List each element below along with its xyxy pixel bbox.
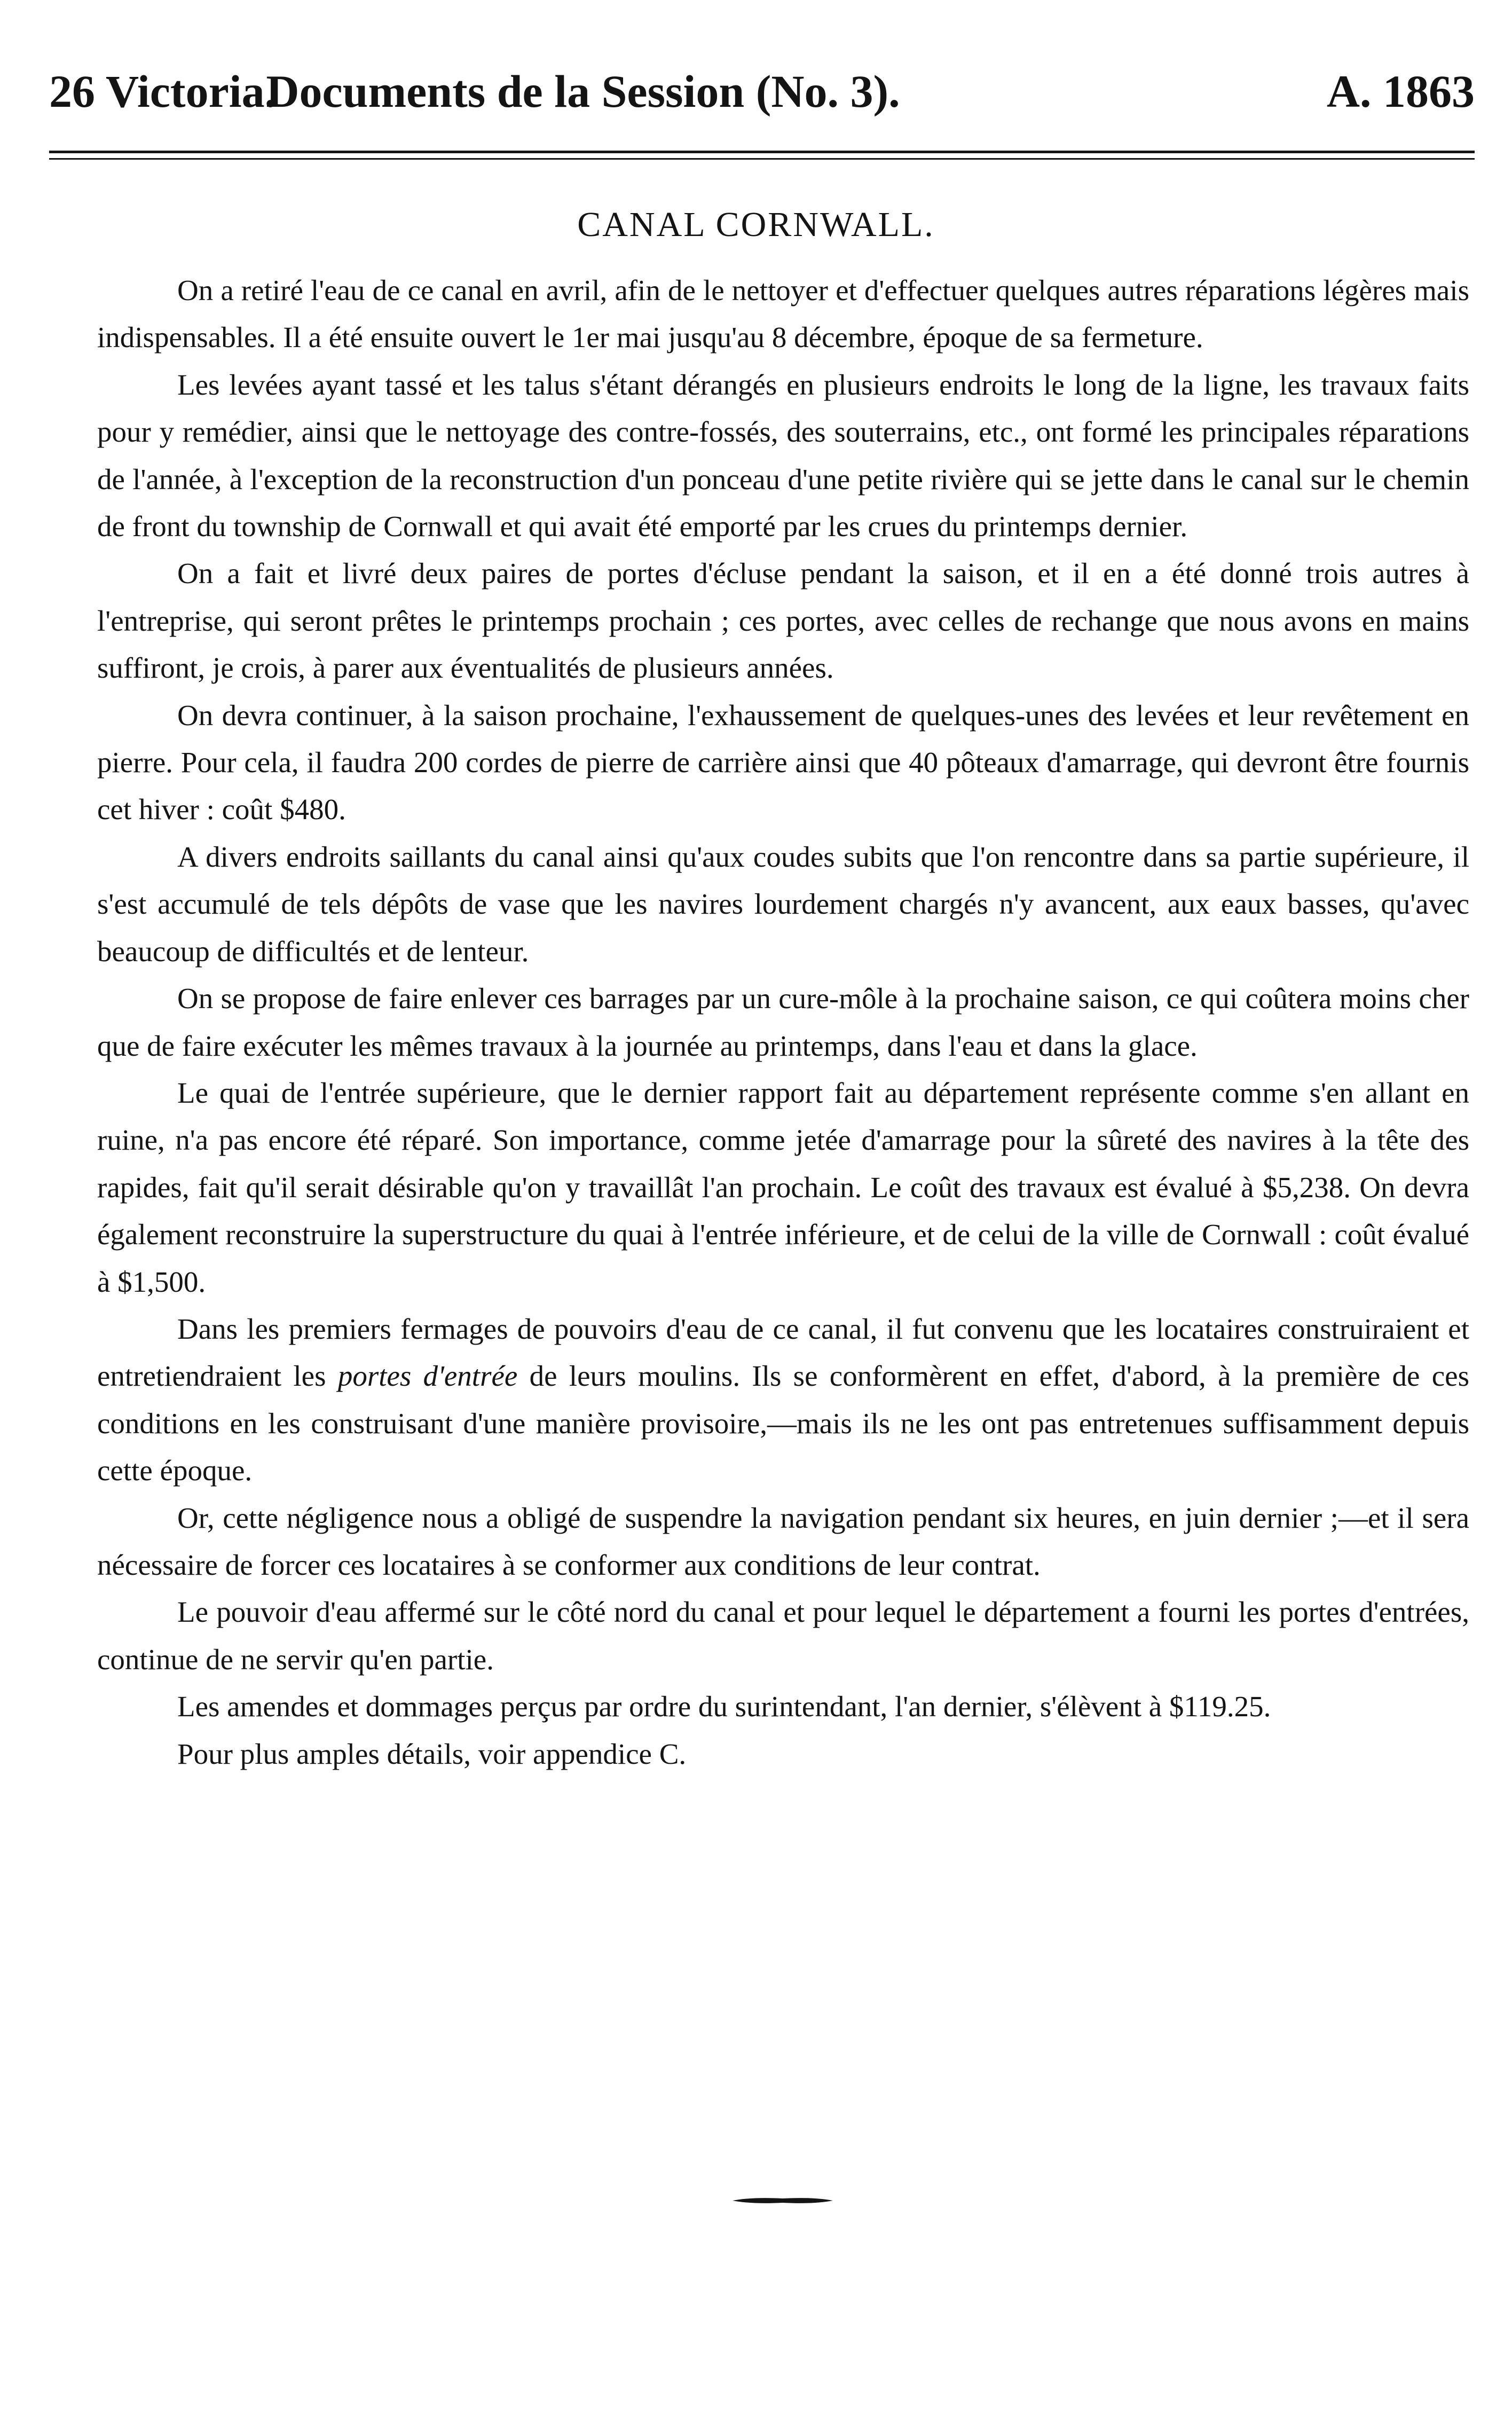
- header-year: A. 1863: [1326, 66, 1475, 117]
- paragraph-3: On a fait et livré deux paires de portes d'écluse pendant la saison, et il en a été donné trois autres à l'entreprise, qui seront prêtes le printemps prochain ; ces portes, avec celles de rechange que nous avons en mains suffiront, je crois, à parer aux éventualités de plusieurs années.: [97, 557, 1469, 685]
- body-text: [97, 267, 1469, 1778]
- paragraph-4: On devra continuer, à la saison prochaine, l'exhaussement de quelques-unes des levées et leur revêtement en pierre. Pour cela, il faudra 200 cordes de pierre de carrière ainsi que 40 pôteaux d'amarrage, qui devront être fournis cet hiver : coût $480.: [97, 698, 1469, 826]
- paragraph-2: Les levées ayant tassé et les talus s'étant dérangés en plusieurs endroits le long de la ligne, les travaux faits pour y remédier, ainsi que le nettoyage des contre-fossés, des souterrains, etc., ont formé les principales réparations de l'année, à l'exception de la reconstruction d'un ponceau d'une petite rivière qui se jette dans le canal sur le chemin de front du township de Cornwall et qui avait été emporté par les crues du printemps dernier.: [97, 368, 1469, 543]
- paragraph-1: On a retiré l'eau de ce canal en avril, afin de le nettoyer et d'effectuer quelques autres réparations légères mais indispensables. Il a été ensuite ouvert le 1er mai jusqu'au 8 décembre, époque de sa fermeture.: [97, 274, 1469, 354]
- running-header: [49, 51, 1475, 131]
- end-ornament: [730, 2196, 835, 2205]
- paragraph-5: A divers endroits saillants du canal ainsi qu'aux coudes subits que l'on rencontre dans sa partie supérieure, il s'est accumulé de tels dépôts de vase que les navires lourdement chargés n'y avancent, aux eaux basses, qu'avec beaucoup de difficultés et de lenteur.: [97, 840, 1469, 968]
- paragraph-8-italic-term: portes d'entrée: [337, 1360, 518, 1393]
- paragraph-8-end: de leurs moulins. Ils se conformèrent en effet, d'abord, à la première de ces conditions en les construisant d'une manière provisoire,—mais ils ne les ont pas entretenues suffisamment depuis cette époque.: [97, 1360, 1469, 1487]
- paragraph-8-start: Dans les premiers fermages de pouvoirs d'eau de ce canal, il fut convenu que les locataires construiraient et entretiendraient les: [97, 1312, 1469, 1393]
- header-document-title: Documents de la Session (No. 3).: [266, 66, 900, 117]
- paragraph-9: Or, cette négligence nous a obligé de suspendre la navigation pendant six heures, en juin dernier ;—et il sera nécessaire de forcer ces locataires à se conformer aux conditions de leur contrat.: [97, 1501, 1469, 1581]
- paragraph-8: [97, 1306, 1469, 1495]
- paragraph-7: Le quai de l'entrée supérieure, que le dernier rapport fait au département représente comme s'en allant en ruine, n'a pas encore été réparé. Son importance, comme jetée d'amarrage pour la sûreté des navires à la tête des rapides, fait qu'il serait désirable qu'on y travaillât l'an prochain. Le coût des travaux est évalué à $5,238. On devra également reconstruire la superstructure du quai à l'entrée inférieure, et de celui de la ville de Cornwall : coût évalué à $1,500.: [97, 1076, 1469, 1298]
- header-rule-thick: [49, 151, 1475, 153]
- paragraph-11: Les amendes et dommages perçus par ordre du surintendant, l'an dernier, s'élèvent à $119.25.: [177, 1690, 1271, 1723]
- paragraph-12: Pour plus amples détails, voir appendice C.: [177, 1737, 687, 1770]
- paragraph-10: Le pouvoir d'eau affermé sur le côté nord du canal et pour lequel le département a fourni les portes d'entrées, continue de ne servir qu'en partie.: [97, 1596, 1469, 1676]
- header-regnal-year: 26 Victoria.: [49, 66, 277, 117]
- paragraph-6: On se propose de faire enlever ces barrages par un cure-môle à la prochaine saison, ce qui coûtera moins cher que de faire exécuter les mêmes travaux à la journée au printemps, dans l'eau et dans la glace.: [97, 982, 1469, 1062]
- header-rule-thin: [49, 158, 1475, 160]
- section-title: CANAL CORNWALL.: [577, 205, 935, 244]
